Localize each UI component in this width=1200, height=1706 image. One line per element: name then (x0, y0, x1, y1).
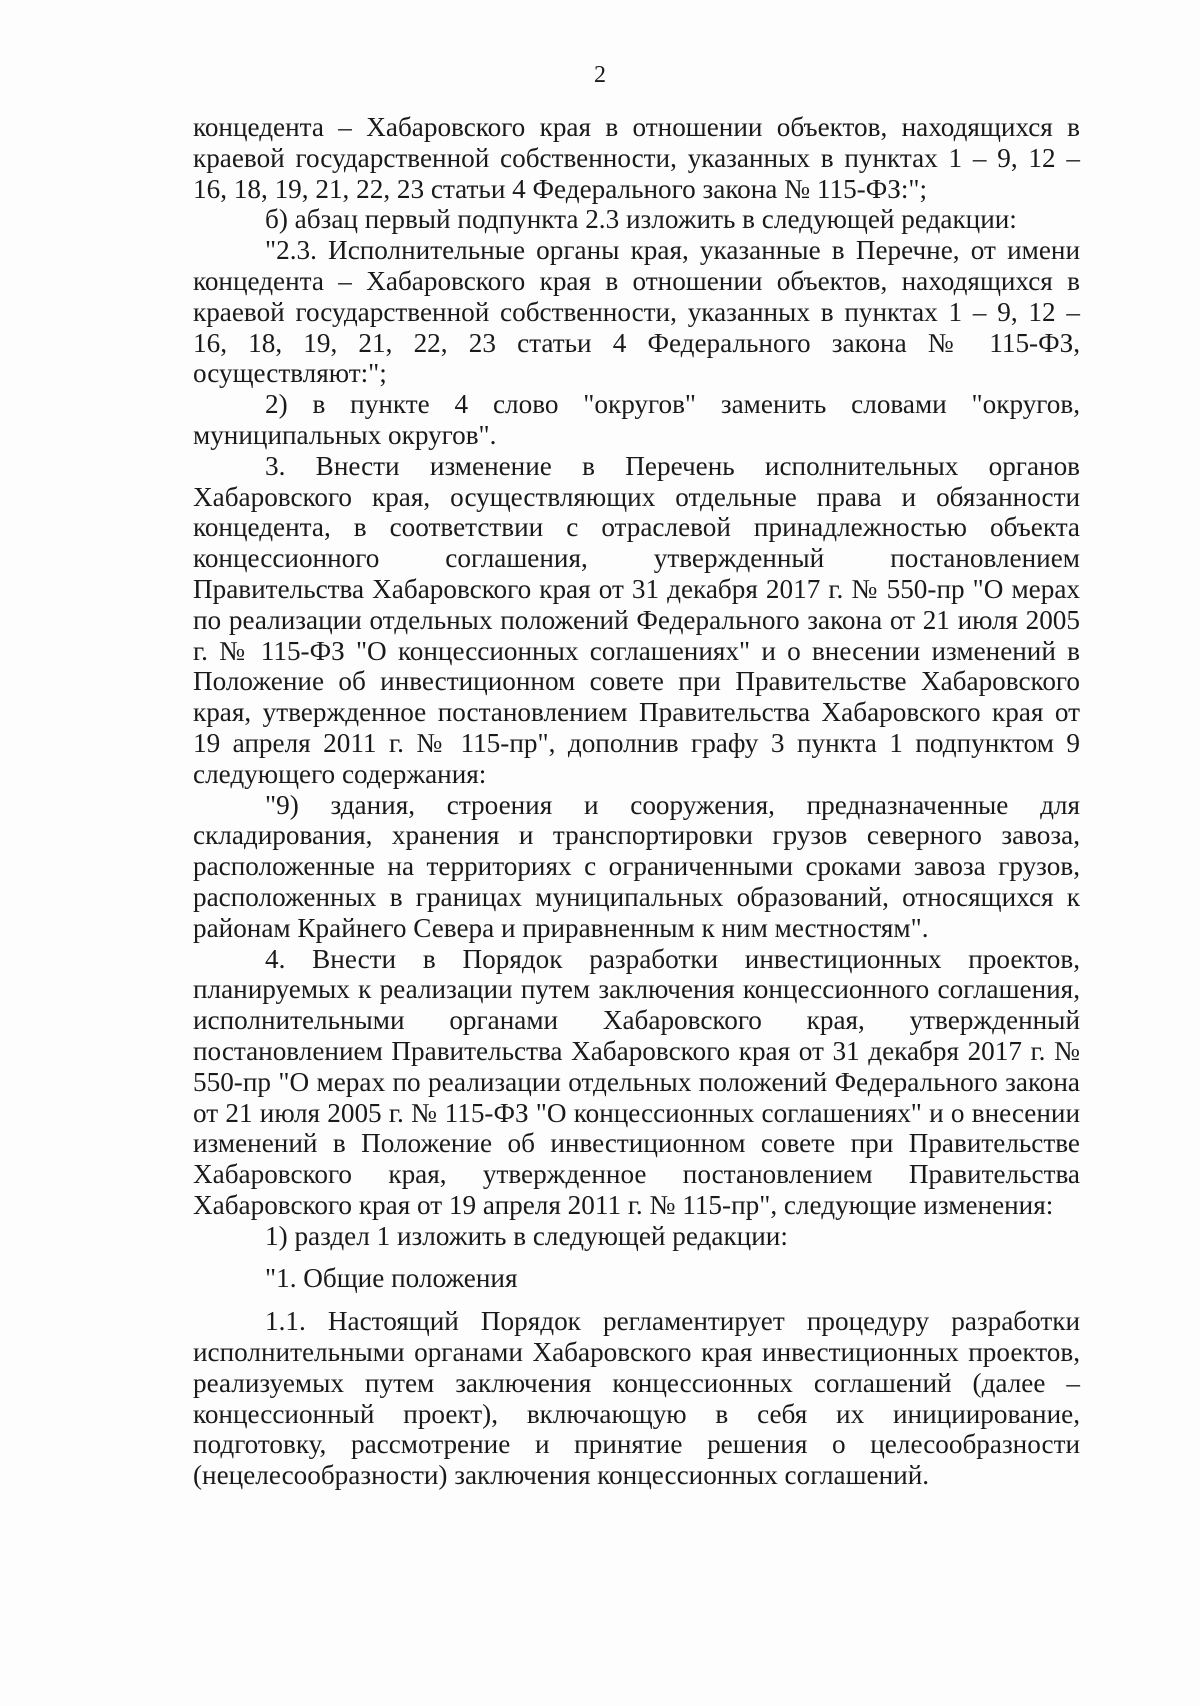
paragraph: "9) здания, строения и сооружения, предназначенные для складирования, хранения и транспортировки грузов северного завоза, расположенные на территориях с ограниченными сроками завоза грузов, расположенных в границах муниципальных образований, относящихся к районам Крайнего Севера и приравненным к ним местностям". (193, 789, 1080, 943)
paragraph: б) абзац первый подпункта 2.3 изложить в следующей редакции: (265, 204, 1017, 235)
paragraph: концедента – Хабаровского края в отношении объектов, находящихся в краевой государственной собственности, указанных в пунктах 1 – 9, 12 – 16, 18, 19, 21, 22, 23 статьи 4 Федерального закона № 115-ФЗ:"; (193, 112, 1080, 204)
paragraph: "2.3. Исполнительные органы края, указанные в Перечне, от имени концедента – Хабаровского края в отношении объектов, находящихся в краевой государственной собственности, указанных в пунктах 1 – 9, 12 – 16, 18, 19, 21, 22, 23 статьи 4 Федерального закона № 115-ФЗ, осуществляют:"; (193, 235, 1080, 389)
paragraph: 2) в пункте 4 слово "округов" заменить словами "округов, муниципальных округов". (193, 389, 1080, 450)
paragraph: 4. Внести в Порядок разработки инвестиционных проектов, планируемых к реализации путем заключения концессионного соглашения, исполнительными органами Хабаровского края, утвержденный постановлением Правительства Хабаровского края от 31 декабря 2017 г. № 550-пр "О мерах по реализации отдельных положений Федерального закона от 21 июля 2005 г. № 115-ФЗ "О концессионных соглашениях" и о внесении изменений в Положение об инвестиционном совете при Правительстве Хабаровского края, утвержденное постановлением Правительства Хабаровского края от 19 апреля 2011 г. № 115-пр", следующие изменения: (193, 943, 1080, 1220)
page-number: 2 (594, 62, 606, 88)
paragraph: "1. Общие положения (265, 1263, 518, 1294)
paragraph: 1.1. Настоящий Порядок регламентирует процедуру разработки исполнительными органами Хабаровского края инвестиционных проектов, реализуемых путем заключения концессионных соглашений (далее – концессионный проект), включающую в себя их инициирование, подготовку, рассмотрение и принятие решения о целесообразности (нецелесообразности) заключения концессионных соглашений. (193, 1306, 1080, 1491)
paragraph: 1) раздел 1 изложить в следующей редакции: (265, 1220, 788, 1251)
paragraph: 3. Внести изменение в Перечень исполнительных органов Хабаровского края, осуществляющих отдельные права и обязанности концедента, в соответствии с отраслевой принадлежностью объекта концессионного соглашения, утвержденный постановлением Правительства Хабаровского края от 31 декабря 2017 г. № 550-пр "О мерах по реализации отдельных положений Федерального закона от 21 июля 2005 г. № 115-ФЗ "О концессионных соглашениях" и о внесении изменений в Положение об инвестиционном совете при Правительстве Хабаровского края, утвержденное постановлением Правительства Хабаровского края от 19 апреля 2011 г. № 115-пр", дополнив графу 3 пункта 1 подпунктом 9 следующего содержания: (193, 450, 1080, 789)
document-body (193, 112, 1080, 1491)
